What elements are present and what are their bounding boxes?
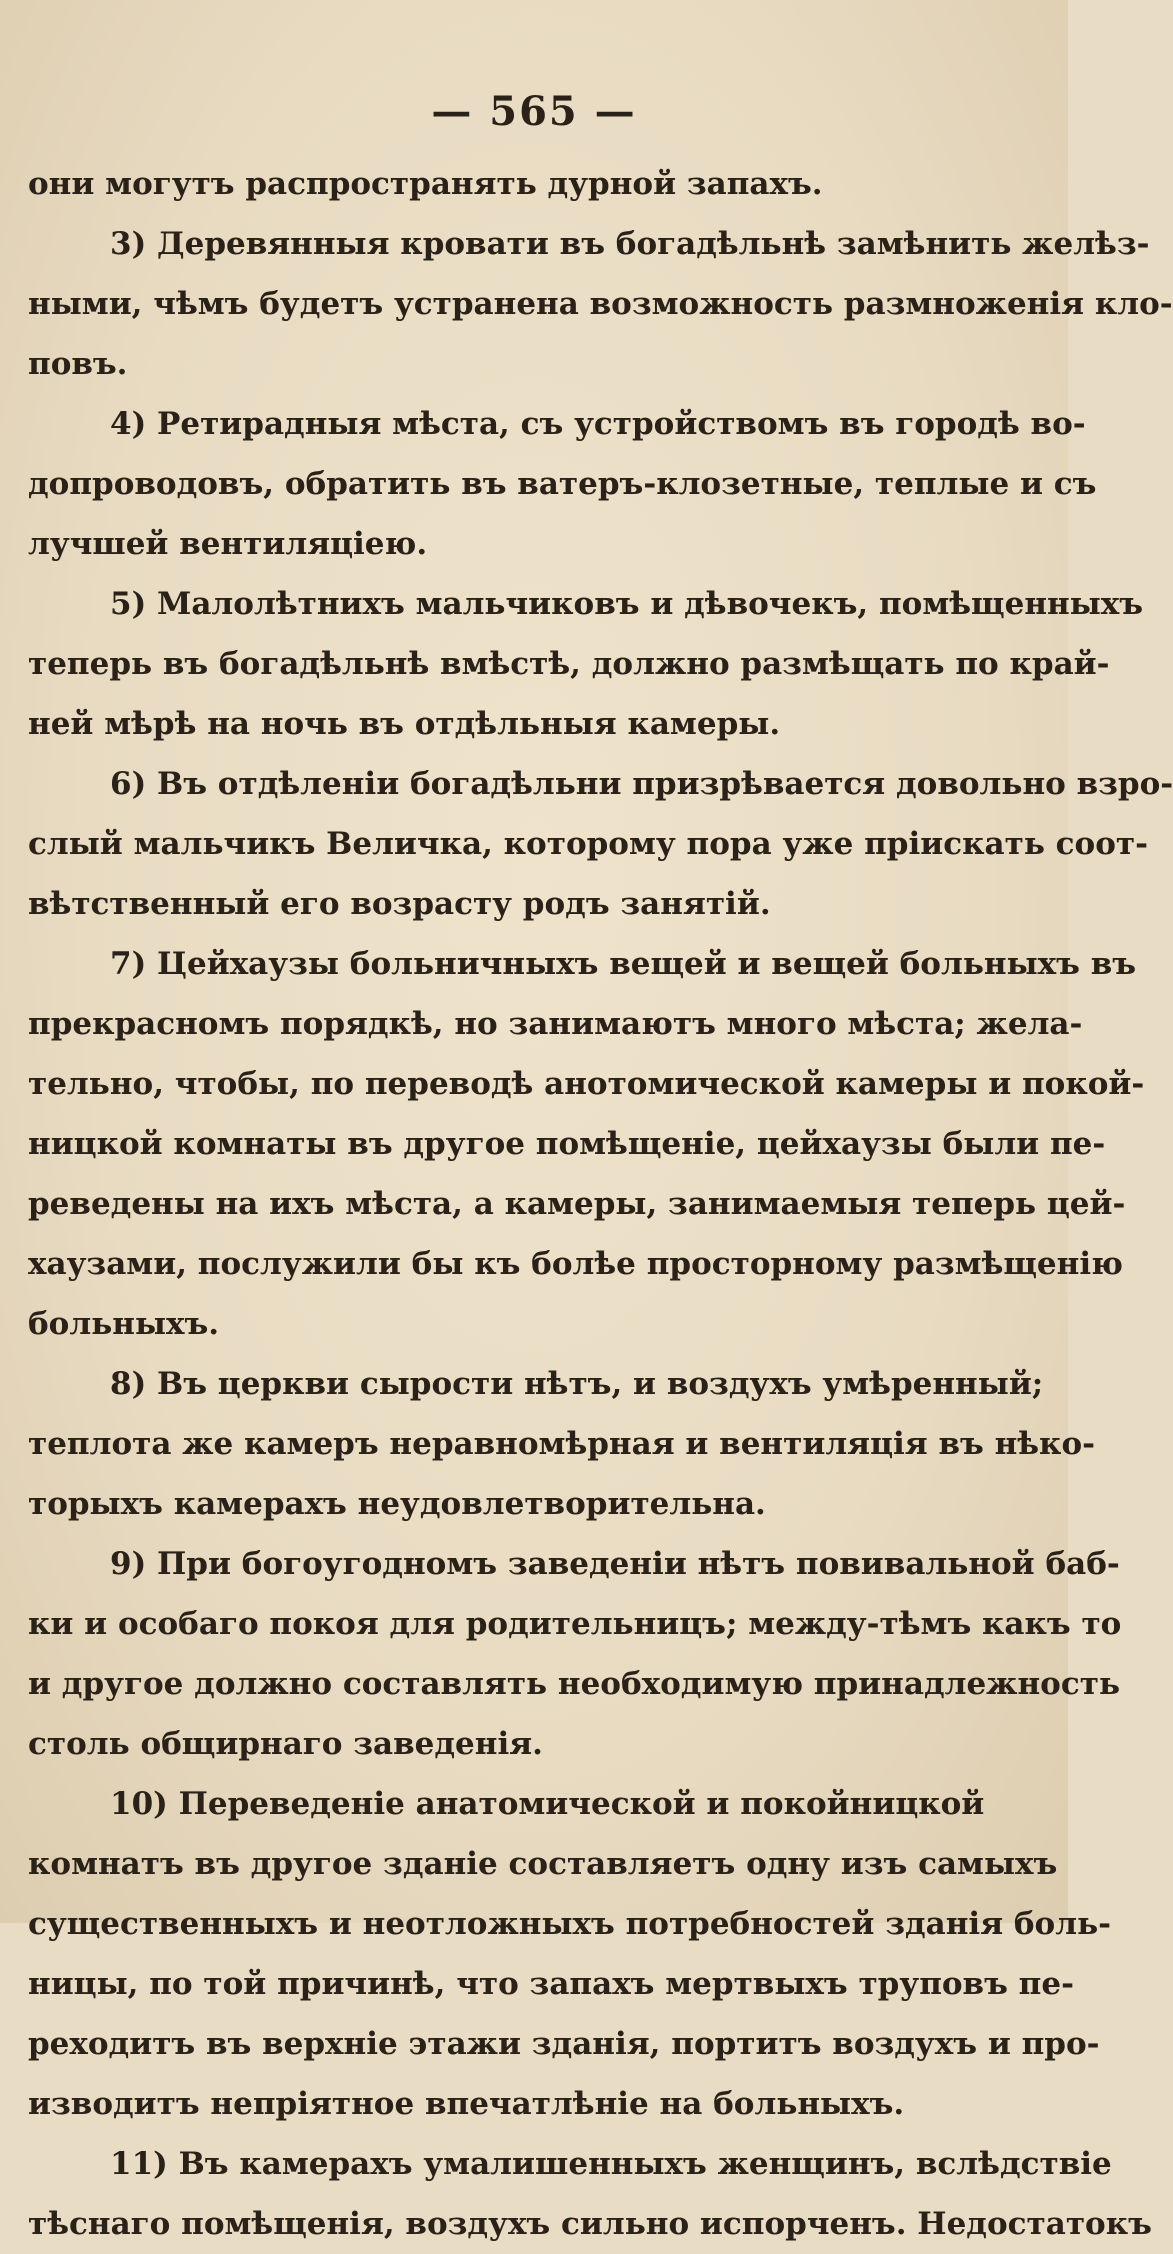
text-line: тѣснаго помѣщенія, воздухъ сильно испорченъ. Недостатокъ: [28, 2206, 1152, 2242]
text-line: они могутъ распространять дурной запахъ.: [28, 166, 823, 202]
text-line: ки и особаго покоя для родительницъ; между-тѣмъ какъ то: [28, 1606, 1122, 1642]
text-line: прекрасномъ порядкѣ, но занимаютъ много мѣста; жела-: [28, 1006, 1083, 1042]
text-line: ными, чѣмъ будетъ устранена возможность размноженія кло-: [28, 286, 1173, 322]
text-line: слый мальчикъ Величка, которому пора уже пріискать соот-: [28, 826, 1148, 862]
text-line: 3) Деревянныя кровати въ богадѣльнѣ замѣнить желѣз-: [110, 226, 1150, 262]
text-line: хаузами, послужили бы къ болѣе просторному размѣщенію: [28, 1246, 1123, 1282]
text-line: лучшей вентиляціею.: [28, 526, 428, 562]
text-line: вѣтственный его возрасту родъ занятій.: [28, 886, 771, 922]
text-line: тельно, чтобы, по переводѣ анотомической камеры и покой-: [28, 1066, 1145, 1102]
text-line: теперь въ богадѣльнѣ вмѣстѣ, должно размѣщать по край-: [28, 646, 1110, 682]
text-line: 4) Ретирадныя мѣста, съ устройствомъ въ городѣ во-: [110, 406, 1086, 442]
page-number: — 565 —: [431, 88, 637, 135]
text-line: изводитъ непріятное впечатлѣніе на больныхъ.: [28, 2086, 905, 2122]
text-line: торыхъ камерахъ неудовлетворительна.: [28, 1486, 766, 1522]
text-line: больныхъ.: [28, 1306, 220, 1342]
body-text: [28, 154, 1173, 2254]
text-line: реходитъ въ верхніе этажи зданія, портитъ воздухъ и про-: [28, 2026, 1100, 2062]
text-line: теплота же камеръ неравномѣрная и вентиляція въ нѣко-: [28, 1426, 1095, 1462]
text-line: 7) Цейхаузы больничныхъ вещей и вещей больныхъ въ: [110, 946, 1137, 982]
text-line: реведены на ихъ мѣста, а камеры, занимаемыя теперь цей-: [28, 1186, 1126, 1222]
text-line: ней мѣрѣ на ночь въ отдѣльныя камеры.: [28, 706, 781, 742]
text-line: 9) При богоугодномъ заведеніи нѣтъ повивальной баб-: [110, 1546, 1120, 1582]
text-line: повъ.: [28, 346, 128, 382]
text-line: ницы, по той причинѣ, что запахъ мертвыхъ труповъ пе-: [28, 1966, 1074, 2002]
text-line: 5) Малолѣтнихъ мальчиковъ и дѣвочекъ, помѣщенныхъ: [110, 586, 1144, 622]
text-line: 8) Въ церкви сырости нѣтъ, и воздухъ умѣренный;: [110, 1366, 1044, 1402]
text-line: ницкой комнаты въ другое помѣщеніе, цейхаузы были пе-: [28, 1126, 1106, 1162]
text-line: и другое должно составлять необходимую принадлежность: [28, 1666, 1120, 1702]
text-line: 6) Въ отдѣленіи богадѣльни призрѣвается довольно взро-: [110, 766, 1173, 802]
text-line: 10) Переведеніе анатомической и покойницкой: [110, 1786, 985, 1822]
text-line: комнатъ въ другое зданіе составляетъ одну изъ самыхъ: [28, 1846, 1058, 1882]
text-line: 11) Въ камерахъ умалишенныхъ женщинъ, вслѣдствіе: [110, 2146, 1112, 2182]
text-line: допроводовъ, обратить въ ватеръ-клозетные, теплые и съ: [28, 466, 1097, 502]
text-line: столь общирнаго заведенія.: [28, 1726, 543, 1762]
text-line: существенныхъ и неотложныхъ потребностей зданія боль-: [28, 1906, 1112, 1942]
